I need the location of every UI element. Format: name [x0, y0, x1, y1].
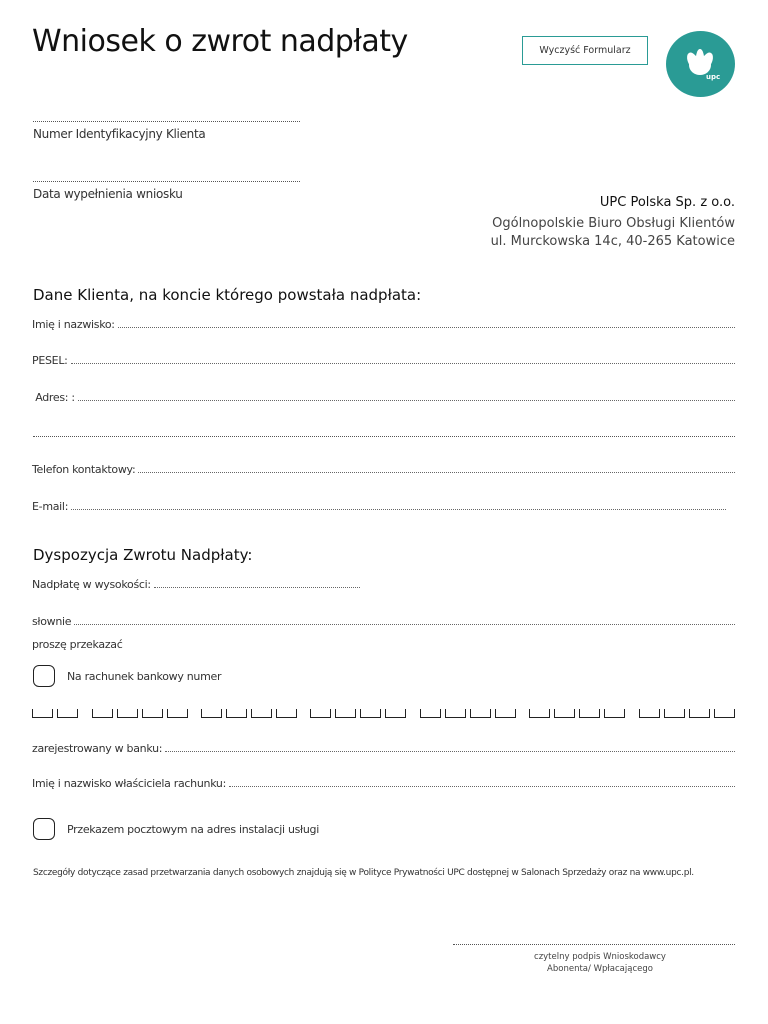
account-digit-box[interactable]	[554, 709, 575, 718]
pesel-field[interactable]	[71, 363, 735, 364]
amount-label: Nadpłatę w wysokości:	[32, 578, 151, 591]
phone-row	[32, 463, 735, 476]
pesel-row	[32, 354, 735, 367]
client-section-heading: Dane Klienta, na koncie którego powstała nadpłata:	[33, 286, 422, 304]
name-row	[32, 318, 735, 331]
account-digit-box[interactable]	[714, 709, 735, 718]
address-label: Adres: :	[32, 391, 75, 404]
address-field[interactable]	[78, 400, 735, 401]
account-digit-box[interactable]	[310, 709, 331, 718]
signature-caption-line2: Abonenta/ Wpłacającego	[547, 964, 653, 974]
email-label: E-mail:	[32, 500, 69, 513]
recipient-office: Ogólnopolskie Biuro Obsługi Klientów	[492, 216, 735, 231]
account-digit-box[interactable]	[385, 709, 406, 718]
bank-transfer-label: Na rachunek bankowy numer	[67, 670, 222, 683]
account-digit-box[interactable]	[32, 709, 53, 718]
signature-field[interactable]	[453, 944, 735, 945]
owner-row	[32, 777, 735, 790]
account-digit-box[interactable]	[470, 709, 491, 718]
owner-label: Imię i nazwisko właściciela rachunku:	[32, 777, 227, 790]
words-row	[32, 615, 735, 628]
account-digit-box[interactable]	[117, 709, 138, 718]
account-digit-box[interactable]	[639, 709, 660, 718]
account-digit-box[interactable]	[276, 709, 297, 718]
address-row	[32, 391, 735, 404]
amount-field[interactable]	[154, 587, 360, 588]
amount-words-field[interactable]	[74, 624, 735, 625]
name-field[interactable]	[118, 327, 735, 328]
account-digit-box[interactable]	[142, 709, 163, 718]
email-row	[32, 500, 726, 513]
phone-field[interactable]	[138, 472, 735, 473]
amount-row	[32, 578, 360, 591]
recipient-street: ul. Murckowska 14c, 40-265 Katowice	[490, 234, 735, 249]
client-id-field[interactable]	[33, 121, 300, 122]
recipient-address	[491, 194, 735, 251]
account-digit-box[interactable]	[167, 709, 188, 718]
privacy-note: Szczegóły dotyczące zasad przetwarzania danych osobowych znajdują się w Polityce Prywatności UPC dostępnej w Salonach Sprzedaży oraz na www.upc.pl.	[33, 868, 694, 878]
account-digit-box[interactable]	[201, 709, 222, 718]
account-digit-box[interactable]	[579, 709, 600, 718]
account-digit-box[interactable]	[689, 709, 710, 718]
account-digit-box[interactable]	[420, 709, 441, 718]
date-label: Data wypełnienia wniosku	[33, 187, 183, 201]
signature-caption-line1: czytelny podpis Wnioskodawcy	[534, 952, 666, 962]
client-id-label: Numer Identyfikacyjny Klienta	[33, 127, 206, 141]
account-digit-box[interactable]	[604, 709, 625, 718]
refund-section-heading: Dyspozycja Zwrotu Nadpłaty:	[33, 546, 253, 564]
account-digit-box[interactable]	[529, 709, 550, 718]
bank-name-label: zarejestrowany w banku:	[32, 742, 163, 755]
signature-caption	[453, 951, 747, 975]
logo-text: upc	[706, 73, 721, 81]
date-field[interactable]	[33, 181, 300, 182]
recipient-company: UPC Polska Sp. z o.o.	[599, 195, 735, 210]
upc-logo-icon	[666, 31, 735, 97]
account-digit-box[interactable]	[664, 709, 685, 718]
account-digit-box[interactable]	[445, 709, 466, 718]
upc-logo	[666, 31, 735, 97]
account-digit-box[interactable]	[335, 709, 356, 718]
bank-name-row	[32, 742, 735, 755]
postal-order-checkbox[interactable]	[33, 818, 55, 840]
account-digit-box[interactable]	[226, 709, 247, 718]
name-label: Imię i nazwisko:	[32, 318, 115, 331]
account-digit-box[interactable]	[495, 709, 516, 718]
account-digit-box[interactable]	[360, 709, 381, 718]
page-title: Wniosek o zwrot nadpłaty	[32, 24, 408, 59]
transfer-label: proszę przekazać	[32, 638, 123, 651]
address-field-line2[interactable]	[33, 436, 735, 437]
words-label: słownie	[32, 615, 72, 628]
clear-form-button[interactable]: Wyczyść Formularz	[522, 36, 648, 65]
account-digit-box[interactable]	[251, 709, 272, 718]
postal-order-label: Przekazem pocztowym na adres instalacji usługi	[67, 823, 319, 836]
account-digit-box[interactable]	[57, 709, 78, 718]
bank-name-field[interactable]	[165, 751, 735, 752]
email-field[interactable]	[71, 509, 726, 510]
owner-field[interactable]	[229, 786, 735, 787]
bank-transfer-checkbox[interactable]	[33, 665, 55, 687]
account-digit-box[interactable]	[92, 709, 113, 718]
pesel-label: PESEL:	[32, 354, 68, 367]
phone-label: Telefon kontaktowy:	[32, 463, 136, 476]
